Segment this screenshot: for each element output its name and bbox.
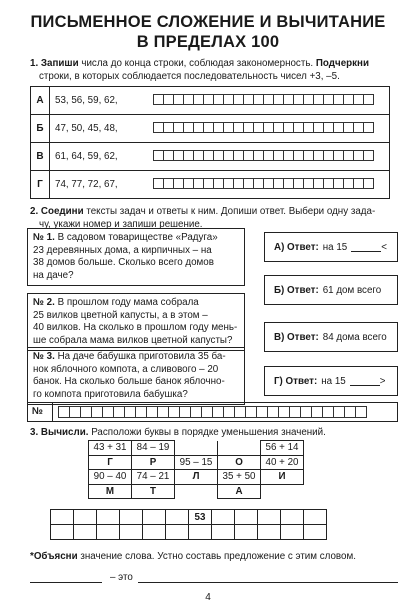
task1-row-a: А 53, 56, 59, 62, xyxy=(31,87,389,114)
answer-blank[interactable] xyxy=(350,376,380,386)
answer-b[interactable]: Б) Ответ: 61 дом всего xyxy=(264,275,398,305)
solution-cells[interactable] xyxy=(58,406,366,418)
task1-row-b: Б 47, 50, 45, 48, xyxy=(31,115,389,142)
answer-cell[interactable] xyxy=(363,178,374,189)
task1-row-g: Г 74, 77, 72, 67, xyxy=(31,171,389,198)
problem-2[interactable]: № 2. В прошлом году мама собрала 25 вилков цветной капусты, а в этом – 40 вилков. На сколько в прошлом году мень- ше собрала мама вилков цветной капусты? xyxy=(27,293,245,351)
page-number: 4 xyxy=(205,592,211,603)
task2-instructions: 2. Соедини тексты задач и ответы к ним. Допиши ответ. Выбери одну зада- чу, укажи номер и запиши решение. xyxy=(30,206,376,230)
solution-cell[interactable] xyxy=(355,406,367,418)
problem-1[interactable]: № 1. В садовом товариществе «Радуга» 23 деревянных дома, а кирпичных – на 38 домов больше. Сколько всего домов на даче? xyxy=(27,228,245,286)
definition-line[interactable]: – это xyxy=(30,571,400,585)
task1-instructions: 1. Запиши числа до конца строки, соблюдая закономерность. Подчеркни строки, в которых соблюдается последовательность чисел +3, –5. xyxy=(30,58,369,82)
task1-row-v: В 61, 64, 59, 62, xyxy=(31,143,389,170)
answer-cells[interactable] xyxy=(153,94,373,105)
answer-cell[interactable] xyxy=(363,150,374,161)
answer-blank[interactable] xyxy=(351,242,381,252)
answer-cells[interactable] xyxy=(153,178,373,189)
answer-a[interactable]: А) Ответ: на 15 < xyxy=(264,232,398,262)
page-title: ПИСЬМЕННОЕ СЛОЖЕНИЕ И ВЫЧИТАНИЕ В ПРЕДЕЛАХ 100 xyxy=(30,13,386,51)
task1-table xyxy=(30,86,390,199)
answer-cells[interactable] xyxy=(153,150,373,161)
solution-row[interactable]: № xyxy=(27,402,398,422)
task3-instructions: 3. Вычисли. Расположи буквы в порядке уменьшения значений. xyxy=(30,427,326,438)
answer-cells[interactable] xyxy=(153,122,373,133)
task4-instructions: *Объясни значение слова. Устно составь предложение с этим словом. xyxy=(30,551,356,562)
letters-table: 43 + 31 84 – 19 56 + 14 Г Р 95 – 15 О 40 + 20 90 – 40 74 – 21 Л 35 + 50 И М Т А xyxy=(88,440,305,499)
problem-3[interactable]: № 3. На даче бабушка приготовила 35 ба- нок яблочного компота, а сливового – 20 банок. На сколько больше банок яблочно- го компота приготовила бабушка? xyxy=(27,347,245,405)
answer-cell[interactable] xyxy=(363,94,374,105)
answer-g[interactable]: Г) Ответ: на 15 > xyxy=(264,366,398,396)
answer-grid[interactable]: 53 xyxy=(50,509,327,540)
answer-v[interactable]: В) Ответ: 84 дома всего xyxy=(264,322,398,352)
answer-cell[interactable] xyxy=(363,122,374,133)
